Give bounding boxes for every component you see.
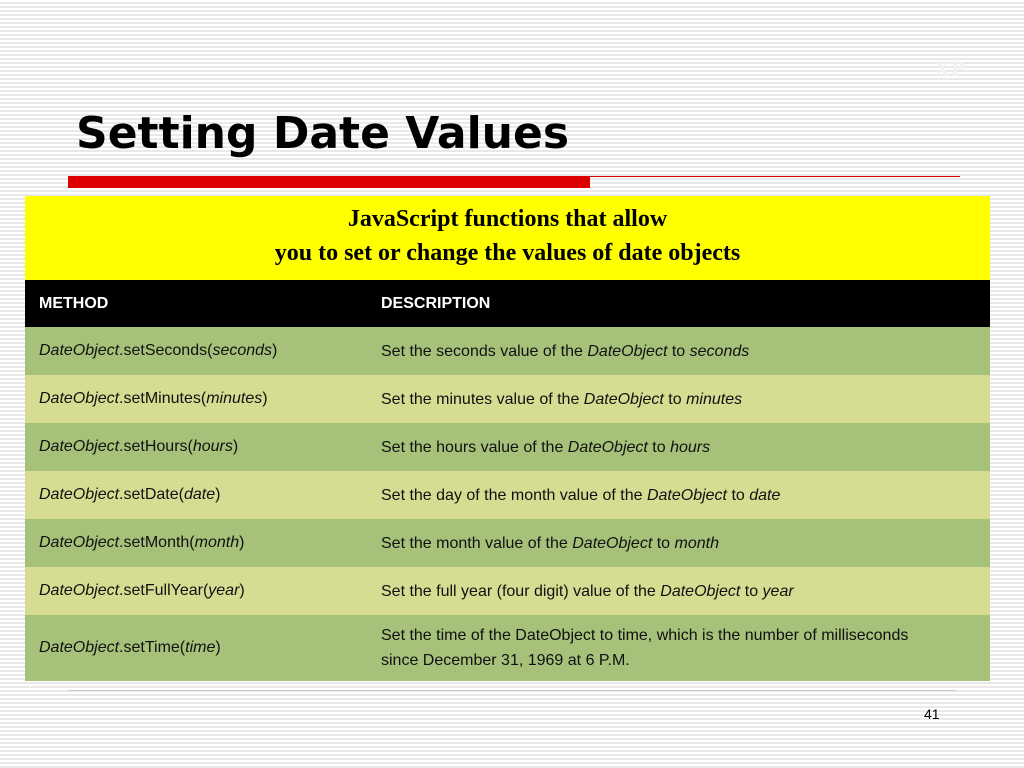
method-cell: DateObject.setDate(date) [39, 486, 221, 503]
footer-rule [68, 690, 956, 691]
date-methods-table [25, 196, 990, 681]
method-cell: DateObject.setFullYear(year) [39, 582, 245, 599]
title-underline-line [590, 176, 960, 177]
method-cell: DateObject.setTime(time) [39, 639, 221, 656]
description-cell: Set the time of the DateObject to time, which is the number of milliseconds since December 31, 1969 at 6 P.M. [381, 627, 909, 669]
description-cell: Set the month value of the DateObject to month [381, 534, 719, 552]
method-cell: DateObject.setSeconds(seconds) [39, 342, 278, 359]
table-row [25, 423, 990, 471]
table-row [25, 471, 990, 519]
description-cell: Set the hours value of the DateObject to hours [381, 438, 711, 456]
method-cell: DateObject.setMinutes(minutes) [39, 390, 268, 407]
description-cell: Set the day of the month value of the DateObject to date [381, 486, 781, 504]
description-cell: Set the minutes value of the DateObject to minutes [381, 390, 743, 408]
table-row [25, 375, 990, 423]
xp-logo: XP [934, 56, 966, 81]
slide-title: Setting Date Values [76, 108, 570, 159]
caption-line-1: JavaScript functions that allow [347, 206, 668, 232]
header-method: METHOD [39, 294, 109, 312]
table-row [25, 567, 990, 615]
table-header-row [25, 280, 990, 327]
table-row [25, 519, 990, 567]
page-number: 41 [924, 706, 940, 722]
description-cell: Set the full year (four digit) value of the DateObject to year [381, 582, 794, 600]
method-cell: DateObject.setMonth(month) [39, 534, 245, 551]
header-description: DESCRIPTION [381, 295, 491, 312]
table-row [25, 327, 990, 375]
method-cell: DateObject.setHours(hours) [39, 438, 239, 455]
table-caption [25, 196, 990, 280]
description-cell: Set the seconds value of the DateObject to seconds [381, 342, 750, 360]
caption-line-2: you to set or change the values of date objects [274, 240, 741, 266]
table-row [25, 615, 990, 681]
title-underline-bar [68, 176, 590, 188]
